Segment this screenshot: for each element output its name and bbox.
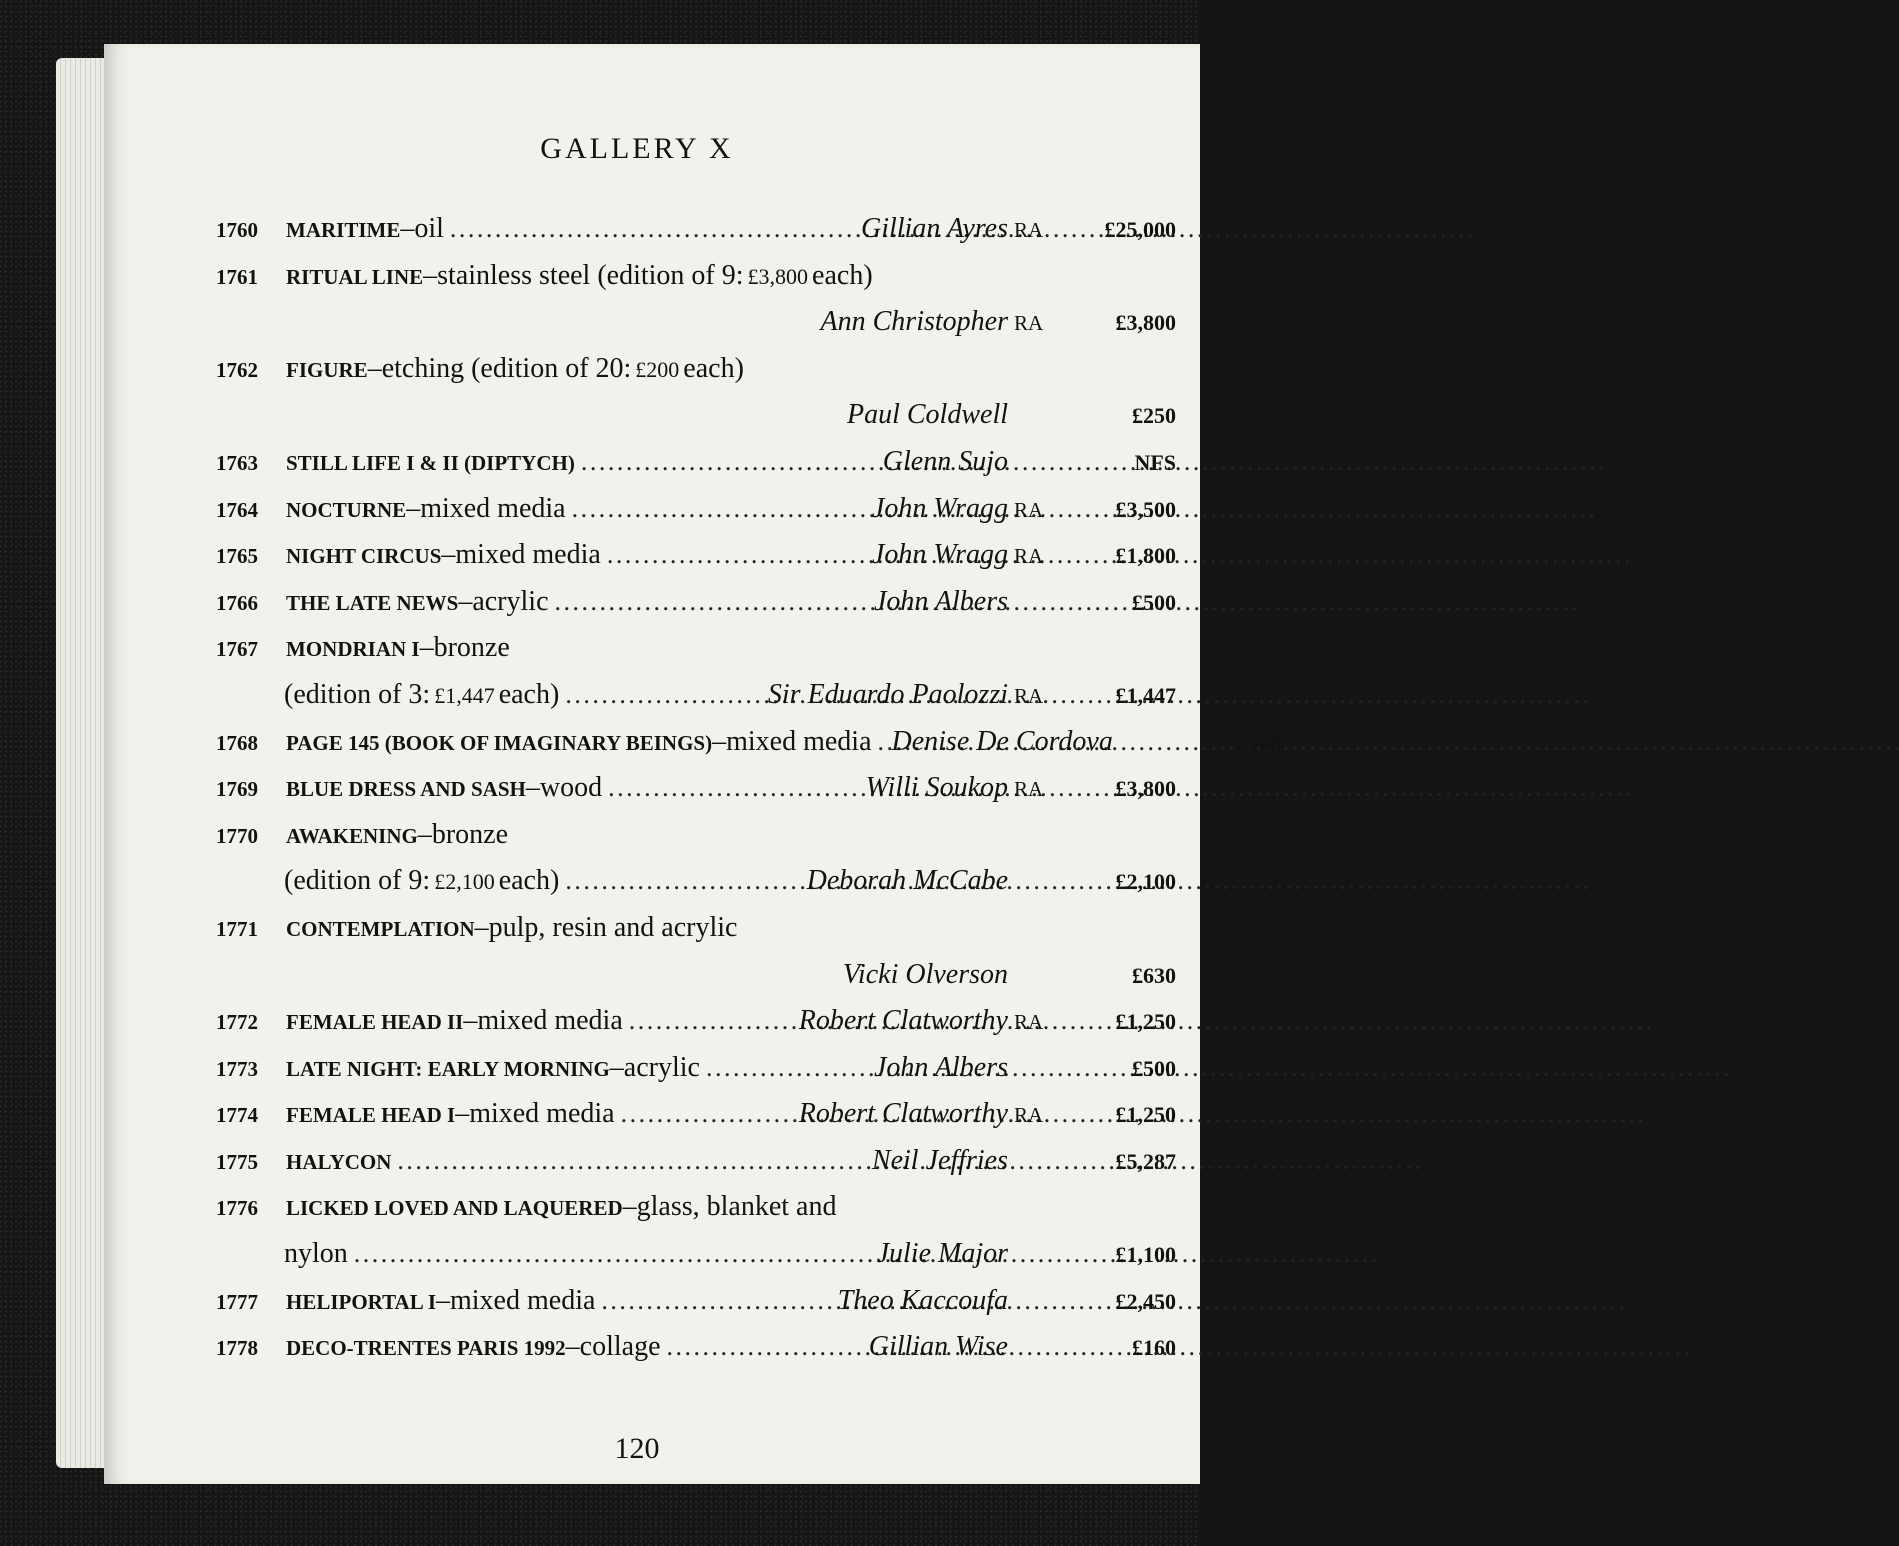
- artist-name: John Wragg: [871, 492, 1008, 524]
- ra-suffix: RA: [1014, 1103, 1044, 1128]
- price: £3,800: [1115, 776, 1176, 802]
- price: £1,800: [1115, 543, 1176, 569]
- entry-medium: –bronze: [417, 818, 509, 850]
- entry-medium: –mixed media: [463, 1005, 623, 1037]
- entry-medium: –oil: [400, 213, 444, 244]
- entry-number: 1770: [216, 823, 258, 848]
- entry-title: THE LATE NEWS: [286, 590, 459, 615]
- entry-medium: –mixed media: [441, 539, 601, 571]
- price: £2,450: [1115, 1288, 1176, 1314]
- entry-number: 1761: [216, 264, 258, 289]
- catalogue-entry: [216, 719, 1281, 766]
- entry-title: HELIPORTAL I: [286, 1289, 436, 1314]
- entry-title: HALYCON: [286, 1149, 392, 1174]
- entry-title: DECO-TRENTES PARIS 1992: [286, 1336, 566, 1361]
- catalogue-entry: [216, 253, 1176, 300]
- ra-suffix: RA: [1014, 544, 1044, 569]
- entry-title: PAGE 145 (BOOK OF IMAGINARY BEINGS): [286, 730, 713, 755]
- ra-suffix: RA: [1014, 1010, 1044, 1035]
- leader-dots: [565, 858, 802, 905]
- catalogue-entry: [216, 765, 1176, 812]
- price: £1,250: [1115, 1102, 1176, 1128]
- price: NFS: [1134, 449, 1176, 475]
- gallery-heading: GALLERY X: [540, 132, 734, 165]
- entry-title: AWAKENING: [286, 823, 418, 848]
- catalogue-entry: [216, 812, 1176, 859]
- entry-title: MARITIME: [286, 218, 401, 242]
- entry-medium-cont: nylon: [284, 1238, 348, 1270]
- leader-dots: [565, 672, 764, 719]
- page-number: 120: [614, 1432, 660, 1465]
- entry-number: 1763: [216, 450, 258, 475]
- catalogue-page: [104, 44, 1281, 1484]
- entry-title: CONTEMPLATION: [286, 916, 475, 941]
- artist-name: Paul Coldwell: [847, 399, 1008, 431]
- entry-number: 1774: [216, 1103, 258, 1128]
- entry-medium: –mixed media: [712, 725, 872, 757]
- leader-dots: [450, 206, 857, 253]
- price: £250: [1132, 403, 1176, 429]
- artist-name: John Albers: [873, 585, 1008, 617]
- entry-medium-end: each): [812, 259, 873, 291]
- entry-medium-end: each): [498, 865, 560, 897]
- ra-suffix: RA: [1014, 683, 1044, 708]
- catalogue-entry-artist-line: [216, 952, 1176, 999]
- edition-price: £2,100: [434, 869, 495, 895]
- catalogue-entry: [216, 1138, 1176, 1185]
- entry-title: STILL LIFE I & II (DIPTYCH): [286, 450, 575, 475]
- price: £3,800: [1115, 310, 1176, 336]
- ra-suffix: RA: [1014, 777, 1044, 802]
- artist-name: Willi Soukop: [865, 772, 1008, 804]
- leader-dots: [608, 765, 862, 812]
- catalogue-entry-continued: [216, 858, 1176, 905]
- entry-medium: –mixed media: [455, 1098, 615, 1130]
- entry-number: 1776: [216, 1196, 258, 1221]
- entry-medium: –stainless steel (edition of 9:: [423, 259, 744, 291]
- entry-number: 1772: [216, 1010, 258, 1035]
- catalogue-entry: [216, 1091, 1176, 1138]
- catalogue-entry-continued: [216, 672, 1176, 719]
- entry-number: 1764: [216, 497, 258, 522]
- entry-medium: –bronze: [419, 632, 510, 664]
- entry-medium-end: each): [683, 352, 744, 384]
- artist-name: Glenn Sujo: [882, 445, 1008, 477]
- leader-dots: [706, 1045, 870, 1092]
- catalogue-entry: [216, 998, 1176, 1045]
- catalogue-entry: [216, 905, 1176, 952]
- entry-title: RITUAL LINE: [286, 264, 424, 289]
- leader-dots: [601, 1278, 833, 1325]
- entry-title: NIGHT CIRCUS: [286, 544, 442, 569]
- artist-name: John Wragg: [871, 539, 1008, 571]
- price: £25,000: [1104, 217, 1176, 242]
- entry-medium-cont: (edition of 3:: [284, 678, 431, 710]
- edition-price: £1,447: [434, 682, 495, 708]
- catalogue-entry-continued: [216, 1231, 1176, 1278]
- ra-suffix: RA: [1014, 311, 1044, 336]
- artist-name: Julie Major: [876, 1238, 1008, 1270]
- entry-number: 1760: [216, 218, 258, 242]
- entry-title: MONDRIAN I: [286, 637, 420, 662]
- artist-name: Robert Clatworthy: [798, 1005, 1008, 1037]
- price: £3,500: [1115, 496, 1176, 522]
- catalogue-entry: [216, 206, 1176, 253]
- leader-dots: [354, 1231, 873, 1278]
- catalogue-entry: [216, 1045, 1176, 1092]
- artist-name: Vicki Olverson: [842, 958, 1008, 990]
- catalogue-entry: [216, 1278, 1176, 1325]
- ra-suffix: RA: [1014, 497, 1044, 522]
- leader-dots: [621, 1091, 795, 1138]
- entry-medium: –acrylic: [458, 585, 549, 617]
- entry-title: NOCTURNE: [286, 497, 407, 522]
- entry-list: [216, 206, 1281, 1371]
- price: £5,287: [1115, 1148, 1176, 1174]
- entry-medium: –acrylic: [609, 1051, 700, 1083]
- entry-title: FEMALE HEAD II: [286, 1010, 464, 1035]
- entry-number: 1773: [216, 1056, 258, 1081]
- entry-medium: –mixed media: [406, 492, 566, 524]
- ra-suffix: RA: [1014, 218, 1044, 242]
- catalogue-entry: [216, 346, 1176, 393]
- entry-number: 1769: [216, 777, 258, 802]
- entry-medium: –glass, blanket and: [622, 1191, 837, 1223]
- entry-medium-cont: (edition of 9:: [284, 865, 431, 897]
- artist-name: Deborah McCabe: [806, 865, 1008, 897]
- catalogue-entry: [216, 625, 1176, 672]
- edition-price: £3,800: [747, 263, 809, 289]
- artist-name: Denise De Cordova: [891, 725, 1113, 757]
- leader-dots: [629, 998, 795, 1045]
- price: £1,447: [1115, 682, 1176, 708]
- entry-medium: –etching (edition of 20:: [367, 352, 632, 384]
- artist-name: Theo Kaccoufa: [837, 1284, 1008, 1316]
- artist-name: Gillian Wise: [868, 1331, 1008, 1363]
- entry-medium-end: each): [498, 678, 560, 710]
- artist-name: Gillian Ayres: [861, 213, 1008, 244]
- price: £588: [1236, 729, 1281, 755]
- entry-title: FEMALE HEAD I: [286, 1103, 456, 1128]
- price: £1,100: [1115, 1242, 1176, 1268]
- leader-dots: [878, 719, 888, 766]
- artist-name: Ann Christopher: [820, 306, 1008, 338]
- catalogue-entry: [216, 579, 1176, 626]
- entry-number: 1767: [216, 637, 258, 662]
- leader-dots: [607, 532, 868, 579]
- entry-title: BLUE DRESS AND SASH: [286, 777, 526, 802]
- entry-number: 1775: [216, 1149, 258, 1174]
- entry-number: 1766: [216, 590, 258, 615]
- price: £500: [1132, 1055, 1176, 1081]
- catalogue-entry-artist-line: [216, 392, 1176, 439]
- entry-number: 1768: [216, 730, 258, 755]
- leader-dots: [581, 439, 879, 486]
- artist-name: John Albers: [873, 1051, 1008, 1083]
- artist-name: Robert Clatworthy: [798, 1098, 1008, 1130]
- entry-medium: –mixed media: [436, 1284, 596, 1316]
- artist-name: Sir Eduardo Paolozzi: [767, 678, 1008, 710]
- catalogue-entry: [216, 486, 1176, 533]
- edition-price: £200: [635, 356, 680, 382]
- entry-number: 1771: [216, 916, 258, 941]
- entry-medium: –collage: [565, 1331, 661, 1363]
- entry-title: LATE NIGHT: EARLY MORNING: [286, 1056, 610, 1081]
- leader-dots: [667, 1324, 865, 1371]
- entry-number: 1762: [216, 357, 258, 382]
- leader-dots: [555, 579, 870, 626]
- leader-dots: [572, 486, 868, 533]
- entry-medium: –pulp, resin and acrylic: [474, 911, 738, 943]
- price: £160: [1132, 1335, 1176, 1361]
- price: £500: [1132, 589, 1176, 615]
- entry-number: 1765: [216, 544, 258, 569]
- entry-title: LICKED LOVED AND LAQUERED: [286, 1196, 623, 1221]
- price: £630: [1132, 962, 1176, 988]
- entry-medium: –wood: [525, 772, 603, 804]
- catalogue-entry: [216, 1324, 1176, 1371]
- catalogue-entry-artist-line: [216, 299, 1176, 346]
- artist-name: Neil Jeffries: [871, 1144, 1008, 1176]
- entry-number: 1777: [216, 1289, 258, 1314]
- price: £2,100: [1115, 869, 1176, 895]
- leader-dots: [397, 1138, 868, 1185]
- catalogue-entry: [216, 439, 1176, 486]
- entry-title: FIGURE: [286, 357, 368, 382]
- price: £1,250: [1115, 1009, 1176, 1035]
- catalogue-entry: [216, 532, 1176, 579]
- entry-number: 1778: [216, 1336, 258, 1361]
- catalogue-entry: [216, 1184, 1176, 1231]
